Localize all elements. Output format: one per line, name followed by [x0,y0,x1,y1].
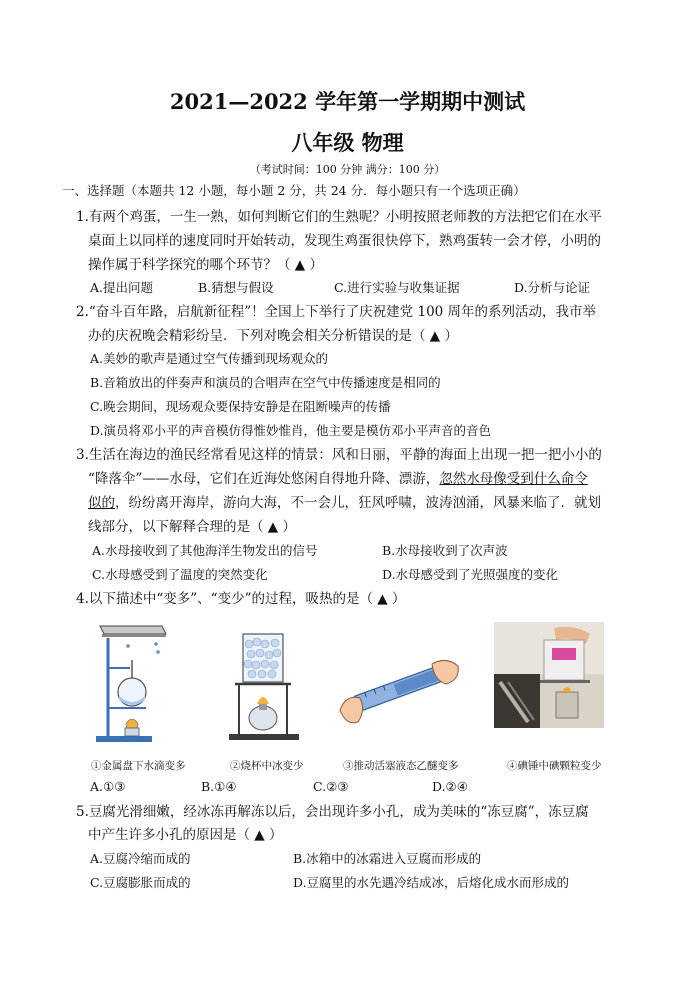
q1-option-d: D.分析与论证 [514,280,591,295]
q4-option-d: D.②④ [432,779,468,794]
q3-underlined-text-end: 似的 [88,495,115,511]
q3-underlined-text: 忽然水母像受到什么命令 [439,471,588,487]
q1-option-b: B.猜想与假设 [198,280,274,295]
q5-option-a: A.豆腐冷缩而成的 [90,851,191,866]
q2-option-d: D.演员将邓小平的声音模仿得惟妙惟肖，他主要是模仿邓小平声音的音色 [90,423,492,438]
q3-line2-text: “降落伞”——水母，它们在近海处悠闲自得地升降、漂游， [88,471,440,487]
q4-option-c: C.②③ [313,779,349,794]
figure2-caption: ②烧杯中冰变少 [230,760,304,772]
q1-line1: 1.有两个鸡蛋，一生一熟，如何判断它们的生熟呢？小明按照老师教的方法把它们在水平 [76,209,602,225]
figure3-caption: ③推动活塞液态乙醚变多 [343,760,459,772]
q5-line1: 5.豆腐光滑细嫩，经冰冻再解冻以后，会出现许多小孔，成为美味的“冻豆腐”，冻豆腐 [76,804,589,820]
q4-option-b: B.①④ [201,779,237,794]
q3-line3 [88,494,601,512]
q2-option-c: C.晚会期间，现场观众要保持安静是在阻断噪声的传播 [90,399,391,414]
figure1-caption: ①金属盘下水滴变多 [91,760,186,772]
q2-option-a: A.美妙的歌声是通过空气传播到现场观众的 [90,351,329,366]
q3-option-c: C.水母感受到了温度的突然变化 [92,567,268,582]
q1-line2: 桌面上以同样的速度同时开始转动，发现生鸡蛋很快停下，熟鸡蛋转一会才停，小明的 [88,233,601,249]
section-heading: 一、选择题（本题共 12 小题，每小题 2 分，共 24 分．每小题只有一个选项正确） [62,183,526,198]
exam-subject: 八年级 物理 [291,130,404,155]
q5-line2: 中产生许多小孔的原因是（ ▲ ） [88,827,283,843]
q3-line2 [88,470,588,488]
q3-option-b: B.水母接收到了次声波 [382,543,508,558]
figure-metal-tray [92,616,192,746]
q1-line3: 操作属于科学探究的哪个环节？（ ▲ ） [88,257,323,273]
figure-iodine-hammer-photo [494,622,604,728]
q3-line1: 3.生活在海边的渔民经常看见这样的情景：风和日丽，平静的海面上出现一把一把小小的 [76,447,602,463]
q2-option-b: B.音箱放出的伴奏声和演员的合唱声在空气中传播速度是相同的 [90,375,441,390]
exam-title: 2021—2022 学年第一学期期中测试 [169,89,526,114]
figure4-caption: ④碘锤中碘颗粒变少 [507,760,602,772]
q5-option-d: D.豆腐里的水先遇冷结成冰，后熔化成水而形成的 [293,875,570,890]
figure-syringe [336,650,466,730]
q3-option-a: A.水母接收到了其他海洋生物发出的信号 [92,543,318,558]
q3-line3-text: ，纷纷离开海岸，游向大海，不一会儿，狂风呼啸，波涛汹涌，风暴来临了．就划 [115,495,601,511]
q5-option-c: C.豆腐膨胀而成的 [90,875,191,890]
q1-option-a: A.提出问题 [90,280,154,295]
q4-option-a: A.①③ [90,779,126,794]
exam-info: （考试时间：100 分钟 满分：100 分） [249,163,446,176]
q2-line1: 2.“奋斗百年路，启航新征程”！全国上下举行了庆祝建党 100 周年的系列活动，我市举 [76,304,597,320]
q3-option-d: D.水母感受到了光照强度的变化 [382,567,559,582]
q1-option-c: C.进行实验与收集证据 [334,280,460,295]
q5-option-b: B.冰箱中的冰霜进入豆腐而形成的 [293,851,482,866]
q2-line2: 办的庆祝晚会精彩纷呈．下列对晚会相关分析错误的是（ ▲ ） [88,328,458,344]
q4-line1: 4.以下描述中“变多”、“变少”的过程，吸热的是（ ▲ ） [76,591,406,607]
figure-beaker-ice [225,626,315,746]
q3-line4: 线部分，以下解释合理的是（ ▲ ） [88,519,296,535]
